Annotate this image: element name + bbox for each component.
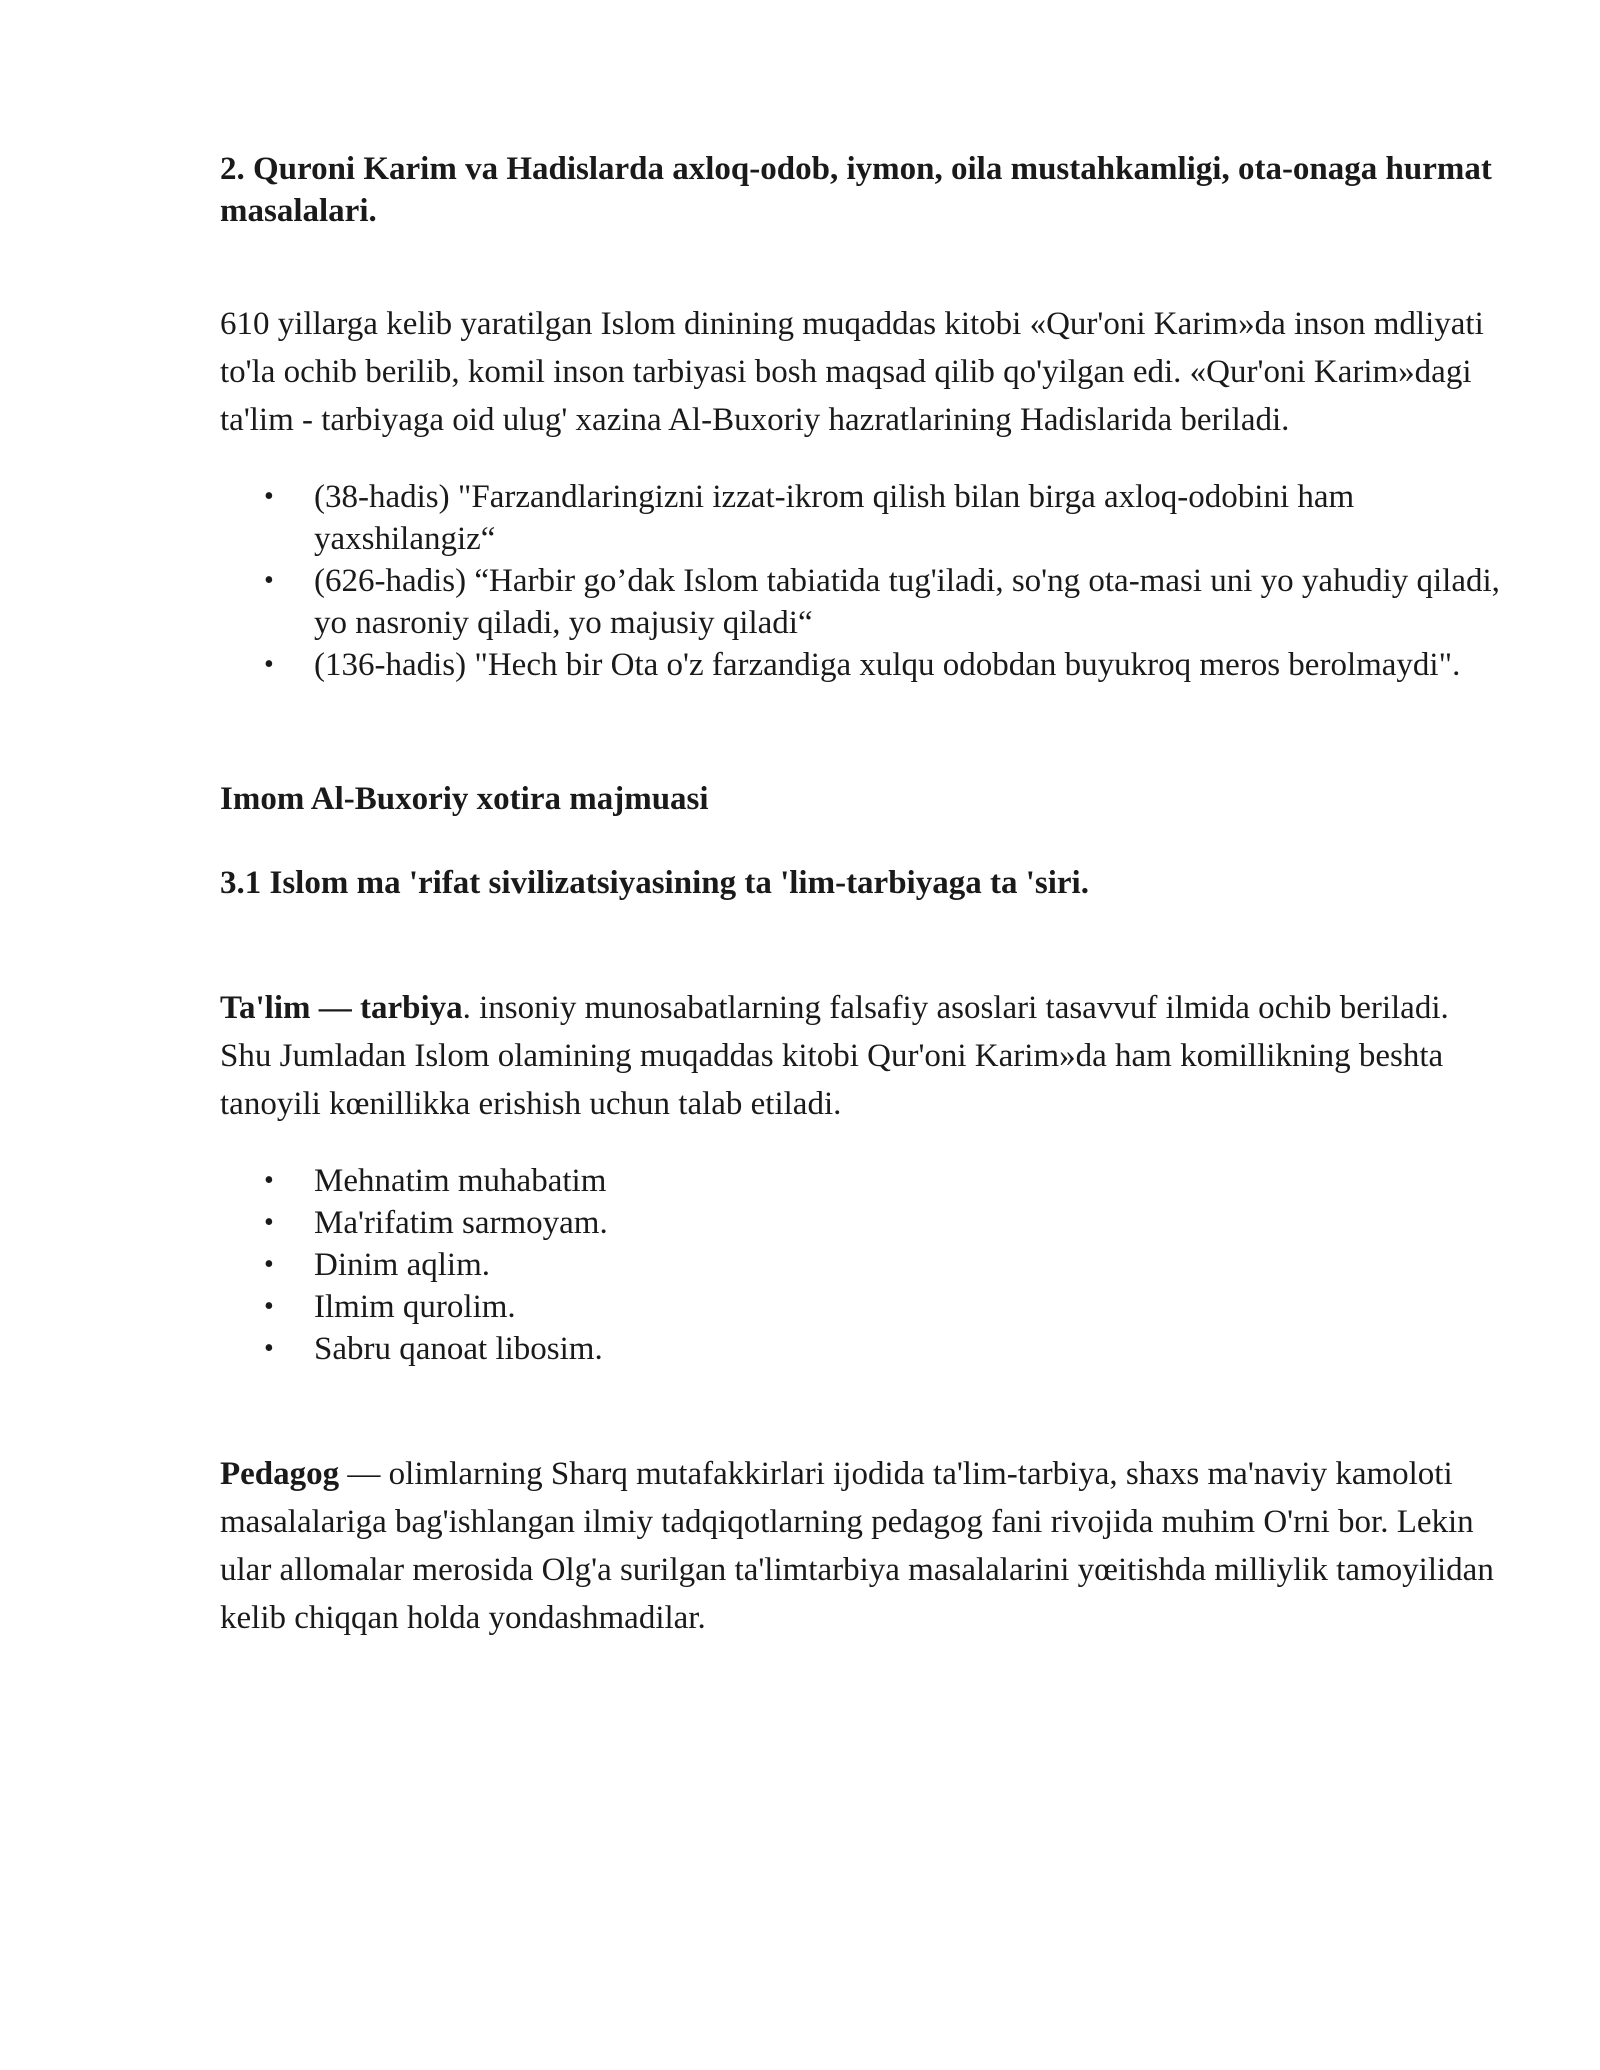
hadith-text: (626-hadis) “Harbir go’dak Islom tabiatida tug'iladi, so'ng ota-masi uni yo yahudiy qiladi, yo nasroniy qiladi, yo majusiy qiladi“	[314, 563, 1500, 641]
list-item	[220, 1202, 1500, 1244]
principle-text: Dinim aqlim.	[314, 1247, 490, 1283]
list-item	[220, 1286, 1500, 1328]
list-item	[220, 1160, 1500, 1202]
list-item	[220, 560, 1500, 644]
principles-list	[220, 1160, 1500, 1370]
bullet-icon: •	[264, 649, 274, 680]
principle-text: Sabru qanoat libosim.	[314, 1331, 603, 1367]
principle-text: Mehnatim muhabatim	[314, 1163, 607, 1199]
list-item	[220, 476, 1500, 560]
pedagog-paragraph	[220, 1450, 1500, 1642]
section-2-paragraph: 610 yillarga kelib yaratilgan Islom dinining muqaddas kitobi «Qur'oni Karim»da inson mdliyati to'la ochib berilib, komil inson tarbiyasi bosh maqsad qilib qo'yilgan edi. «Qur'oni Karim»dagi ta'lim - tarbiyaga oid ulug' xazina Al-Buxoriy hazratlarining Hadislarida beriladi.	[220, 306, 1484, 438]
memorial-heading: Imom Al-Buxoriy xotira majmuasi	[220, 781, 709, 817]
lead-term: Ta'lim — tarbiya	[220, 990, 463, 1026]
bullet-icon: •	[264, 1333, 274, 1364]
list-item	[220, 644, 1500, 686]
section-2-heading: 2. Quroni Karim va Hadislarda axloq-odob, iymon, oila mustahkamligi, ota-onaga hurmat masalalari.	[220, 151, 1492, 229]
paragraph-text: . insoniy munosabatlarning falsafiy asoslari tasavvuf ilmida ochib beriladi. Shu Jumladan Islom olamining muqaddas kitobi Qur'oni Karim»da ham komillikning beshta tanoyili kœnillikka erishish uchun talab etiladi.	[220, 990, 1449, 1122]
document-page	[220, 0, 1500, 1642]
list-item	[220, 1244, 1500, 1286]
principle-text: Ilmim qurolim.	[314, 1289, 516, 1325]
section-3-paragraph	[220, 984, 1500, 1128]
hadith-text: (38-hadis) "Farzandlaringizni izzat-ikrom qilish bilan birga axloq-odobini ham yaxshilangiz“	[314, 479, 1355, 557]
bullet-icon: •	[264, 1291, 274, 1322]
lead-term: Pedagog	[220, 1456, 340, 1492]
section-3-1-heading: 3.1 Islom ma 'rifat sivilizatsiyasining ta 'lim-tarbiyaga ta 'siri.	[220, 865, 1089, 901]
bullet-icon: •	[264, 481, 274, 512]
principle-text: Ma'rifatim sarmoyam.	[314, 1205, 608, 1241]
bullet-icon: •	[264, 1165, 274, 1196]
list-item	[220, 1328, 1500, 1370]
hadith-list	[220, 476, 1500, 686]
hadith-text: (136-hadis) "Hech bir Ota o'z farzandiga xulqu odobdan buyukroq meros berolmaydi".	[314, 647, 1461, 683]
bullet-icon: •	[264, 1249, 274, 1280]
bullet-icon: •	[264, 565, 274, 596]
paragraph-text: — olimlarning Sharq mutafakkirlari ijodida ta'lim-tarbiya, shaxs ma'naviy kamoloti masalalariga bag'ishlangan ilmiy tadqiqotlarning pedagog fani rivojida muhim O'rni bor. Lekin ular allomalar merosida Olg'a surilgan ta'limtarbiya masalalarini yœitishda milliylik tamoyilidan kelib chiqqan holda yondashmadilar.	[220, 1456, 1494, 1636]
bullet-icon: •	[264, 1207, 274, 1238]
